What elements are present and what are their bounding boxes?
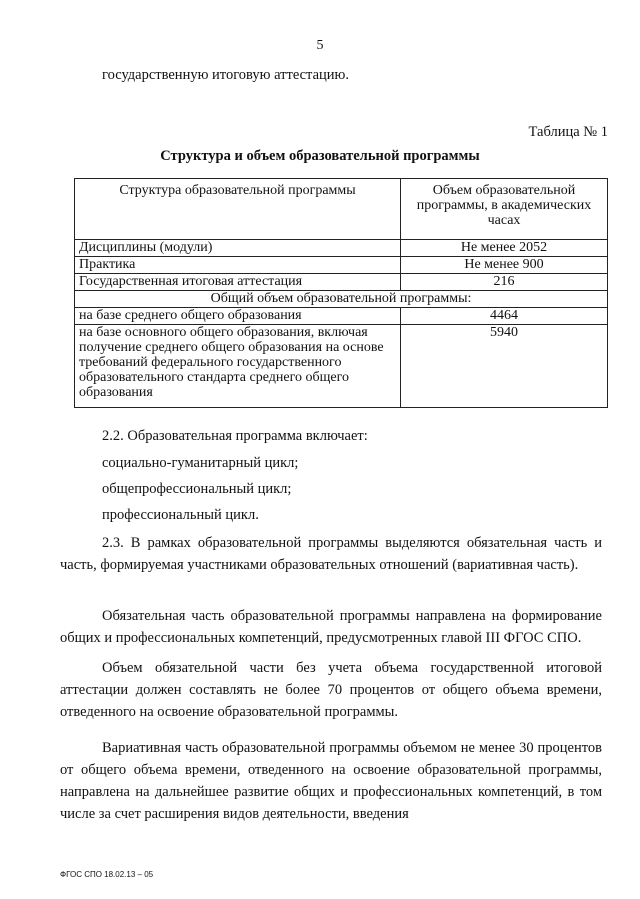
row-value: Не менее 2052: [401, 240, 608, 257]
page-number: 5: [316, 38, 324, 53]
table-title: Структура и объем образовательной программы: [160, 148, 480, 164]
table-header-row: [75, 179, 608, 240]
paragraph-2-3: 2.3. В рамках образовательной программы выделяются обязательная часть и часть, формируемая участниками образовательных отношений (вариативная часть).: [60, 535, 602, 573]
row-value: 4464: [401, 308, 608, 325]
list-item: социально-гуманитарный цикл;: [102, 455, 299, 471]
row-label: на базе среднего общего образования: [75, 308, 401, 325]
row-value: 216: [401, 274, 608, 291]
header-structure: Структура образовательной программы: [75, 179, 401, 240]
table-row: [75, 325, 608, 408]
list-item: общепрофессиональный цикл;: [102, 481, 292, 497]
table-row: [75, 308, 608, 325]
row-label: Практика: [75, 257, 401, 274]
paragraph-mandatory-part: Обязательная часть образовательной программы направлена на формирование общих и профессиональных компетенций, предусмотренных главой III ФГОС СПО.: [60, 608, 602, 646]
table-row: [75, 274, 608, 291]
structure-table: [74, 178, 608, 408]
footer-code: ФГОС СПО 18.02.13 – 05: [60, 870, 154, 879]
row-value: Не менее 900: [401, 257, 608, 274]
paragraph-variable-part: Вариативная часть образовательной программы объемом не менее 30 процентов от общего объема времени, отведенного на освоение образовательной программы, направлена на дальнейшее развитие общих и профессиональных компетенций, в том числе за счет расширения видов деятельности, введения: [60, 740, 602, 822]
table-row: [75, 240, 608, 257]
total-volume-label: Общий объем образовательной программы:: [75, 291, 608, 308]
row-label: Дисциплины (модули): [75, 240, 401, 257]
header-volume: Объем образовательной программы, в академических часах: [401, 179, 608, 240]
row-label: Государственная итоговая аттестация: [75, 274, 401, 291]
table-row: [75, 257, 608, 274]
table-span-row: [75, 291, 608, 308]
list-item: профессиональный цикл.: [102, 507, 259, 523]
row-value: 5940: [401, 325, 608, 408]
intro-line: государственную итоговую аттестацию.: [102, 67, 349, 83]
row-label: на базе основного общего образования, включая получение среднего общего образования на основе требований федерального государственного образовательного стандарта среднего общего образования: [75, 325, 401, 408]
table-reference: Таблица № 1: [528, 124, 608, 140]
section-2-2-intro: 2.2. Образовательная программа включает:: [102, 428, 368, 444]
paragraph-mandatory-volume: Объем обязательной части без учета объема государственной итоговой аттестации должен составлять не более 70 процентов от общего объема времени, отведенного на освоение образовательной программы.: [60, 660, 602, 720]
